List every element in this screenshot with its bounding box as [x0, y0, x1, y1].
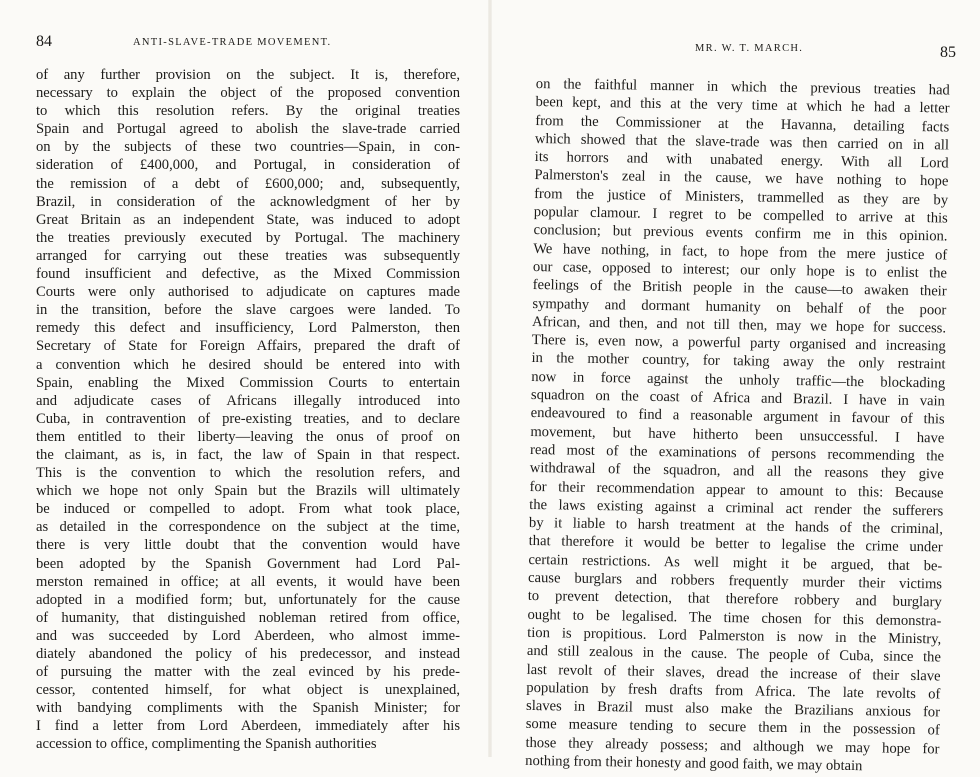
text-line: on the faithful manner in which the previous treaties had: [535, 75, 950, 99]
text-line: now in force against the unholy traffic—the blockading: [531, 368, 946, 392]
text-line: of humanity, that distinguished nobleman retired from office,: [36, 609, 460, 626]
text-line: certain restrictions. As well might it be argued, that be-: [528, 551, 943, 575]
text-line: been kept, and this at the very time at which he had a letter: [535, 94, 950, 117]
body-text-left: [36, 66, 460, 754]
text-line: There is, even now, a powerful party organised and increasing: [531, 332, 946, 355]
text-line: Cuba, in contravention of pre-existing treaties, and to declare: [36, 410, 460, 427]
text-line: I find a letter from Lord Aberdeen, immediately after his: [36, 718, 460, 735]
text-line: some measure tending to secure them in the possession of: [525, 716, 940, 739]
text-line: in the transition, before the slave cargoes were landed. To: [36, 302, 460, 319]
text-line: the remission of a debt of £600,000; and, subsequently,: [36, 175, 460, 192]
text-line: withdrawal of the squadron, and all the reasons they give: [529, 460, 944, 483]
text-line: from the justice of Ministers, trammelled as they are by: [534, 185, 949, 209]
text-line: endeavoured to find a reasonable argument in favour of this: [530, 405, 945, 428]
text-line: population by fresh drafts from Africa. The late revolts of: [526, 679, 941, 703]
text-line: and was succeeded by Lord Aberdeen, who almost imme-: [36, 627, 460, 644]
text-line: found insufficient and defective, as the Mixed Commission: [36, 266, 460, 283]
text-line: remedy this defect and insufficiency, Lord Palmerston, then: [36, 320, 460, 337]
text-line: cessor, contented himself, for what object is unexplained,: [36, 682, 460, 699]
text-line: with bandying compliments with the Spanish Minister; for: [36, 700, 460, 717]
text-line: slaves in Brazil must also make the Brazilians anxious for: [525, 698, 941, 721]
text-line: conclusion; but previous events confirm me in this opinion.: [533, 222, 948, 245]
text-line: African, and then, and not till then, may we hope for success.: [531, 313, 947, 337]
text-line: which showed that the slave-trade was then carried on in all: [534, 130, 950, 154]
text-line: of pursuing the matter with the zeal evinced by his prede-: [36, 664, 460, 681]
text-line: of any further provision on the subject. It is, therefore,: [36, 67, 460, 83]
text-line: our case, opposed to interest; our only hope is to enlist the: [532, 258, 948, 282]
text-line: last revolt of their slaves, dread the increase of their slave: [526, 661, 941, 684]
text-line: popular clamour. I regret to be compelled to arrive at this: [533, 204, 948, 227]
text-line: diately abandoned the policy of his predecessor, and instead: [36, 646, 460, 662]
running-head-right: MR. W. T. MARCH.: [695, 43, 804, 54]
text-line: Courts were only authorised to adjudicate on captures made: [36, 284, 460, 301]
text-line: to which this resolution refers. By the original treaties: [36, 103, 460, 120]
text-line: Secretary of State for Foreign Affairs, prepared the draft of: [36, 338, 460, 355]
text-line: and adjudicate cases of Africans illegally introduced into: [36, 392, 460, 409]
page-number-left: 84: [36, 33, 52, 50]
text-line: squadron on the coast of Africa and Brazil. I have in vain: [530, 387, 946, 410]
text-line: a convention which he desired should be entered into with: [36, 356, 460, 373]
text-line: Spain, enabling the Mixed Commission Courts to entertain: [36, 374, 460, 391]
text-line: nothing from their honesty and good faith, we may obtain: [525, 752, 863, 775]
text-line: tion is propitious. Lord Palmerston is now in the Ministry,: [527, 624, 942, 648]
text-line: on by the subjects of these two countries—Spain, in con-: [36, 139, 460, 156]
text-line: This is the convention to which the resolution refers, and: [36, 465, 460, 482]
text-line: that therefore it would be better to legalise the crime under: [528, 533, 943, 556]
text-line: feelings of the British people in the cause—to awaken their: [532, 277, 947, 300]
text-line: Brazil, in consideration of the acknowledgment of her by: [36, 193, 460, 210]
text-line: movement, but have hitherto been unsuccessful. I have: [530, 423, 945, 447]
text-line: from the Commissioner at the Havanna, detailing facts: [535, 112, 950, 136]
text-line: be induced or compelled to adopt. From what took place,: [36, 501, 460, 518]
text-line: them entitled to their liberty—leaving the onus of proof on: [36, 428, 460, 445]
text-line: sideration of £400,000, and Portugal, in consideration of: [36, 157, 460, 174]
text-line: to prevent detection, that therefore robbery and burglary: [527, 588, 942, 611]
text-line: the treaties previously executed by Portugal. The machinery: [36, 229, 460, 246]
text-line: those they already possess; and although we may hope for: [525, 734, 940, 758]
left-page: [0, 0, 490, 757]
right-page: [490, 0, 980, 775]
text-line: arranged for carrying out these treaties was subsequently: [36, 247, 460, 264]
page-number-right: 85: [940, 44, 956, 61]
text-line: as detailed in the correspondence on the subject at the time,: [36, 519, 460, 536]
body-text-right: [525, 75, 950, 777]
running-head-left: ANTI-SLAVE-TRADE MOVEMENT.: [133, 37, 332, 48]
text-line: Spain and Portugal agreed to abolish the slave-trade carried: [36, 121, 460, 138]
text-line: and still zealous in the cause. The people of Cuba, since the: [526, 643, 942, 666]
text-line: accession to office, complimenting the Spanish authorities: [36, 736, 377, 753]
text-line: merston remained in office; at all events, it would have been: [36, 573, 460, 590]
text-line: We have nothing, in fact, to hope from the mere justice of: [533, 240, 948, 264]
text-line: there is very little doubt that the convention would have: [36, 537, 460, 554]
text-line: ought to be legalised. The time chosen for this demonstra-: [527, 606, 942, 630]
text-line: cause burglars and robbers frequently murder their victims: [527, 569, 943, 593]
text-line: in the mother country, for taking away the only restraint: [531, 350, 946, 373]
text-line: been adopted by the Spanish Government had Lord Pal-: [36, 555, 460, 572]
text-line: the claimant, as is, in fact, the law of Spain in that respect.: [36, 446, 460, 463]
text-line: which we hope not only Spain but the Brazils will ultimately: [36, 483, 460, 500]
text-line: sympathy and dormant humanity on behalf of the poor: [532, 295, 947, 319]
text-line: Palmerston's zeal in the cause, we have nothing to hope: [534, 167, 949, 190]
text-line: Great Britain as an independent State, was induced to adopt: [36, 211, 460, 228]
text-line: its horrors and with unabated energy. With all Lord: [534, 149, 949, 172]
text-line: the laws existing against a criminal act render the sufferers: [529, 496, 944, 520]
text-line: for their recommendation appear to amount to this: Because: [529, 478, 944, 501]
text-line: read most of the examinations of persons recommending the: [529, 441, 945, 465]
text-line: by it liable to harsh treatment at the hands of the criminal,: [528, 515, 944, 538]
text-line: adopted in a modified form; but, unfortunately for the cause: [36, 591, 460, 608]
text-line: necessary to explain the object of the proposed convention: [36, 85, 460, 102]
